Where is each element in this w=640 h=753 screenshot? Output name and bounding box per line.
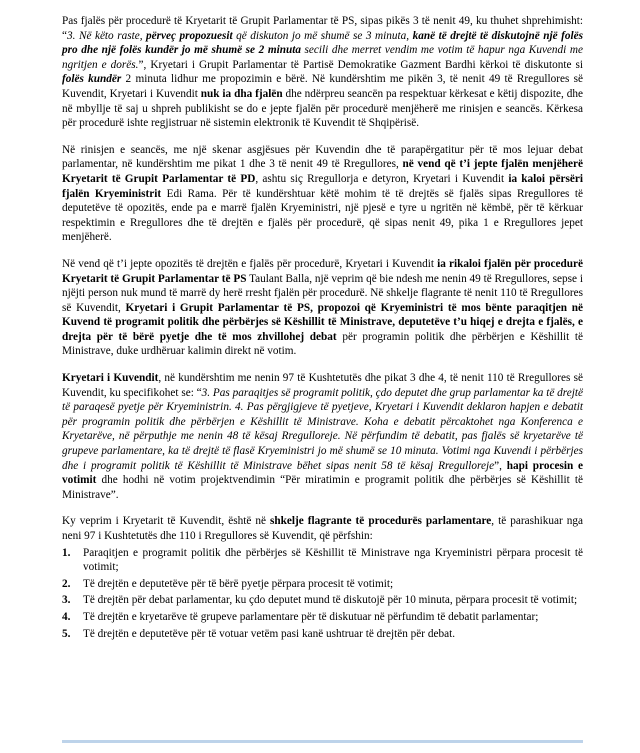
text-run: 3. Në këto raste,: [67, 29, 147, 42]
text-run: në vend që t’i jepte fjalën menjëherë Kryetarit të Grupit Parlamentar të PD: [62, 158, 583, 185]
text-run: shkelje flagrante të procedurës parlamentare: [270, 515, 492, 528]
text-run: për programin politik dhe përbërjen e Këshillit të Ministrave, duke urdhëruar kalimin direkt në votim.: [62, 330, 583, 358]
text-run: nuk ia dha fjalën: [200, 87, 283, 100]
text-run: , në kundërshtim me nenin 97 të Kushtetutës dhe pikat 3 dhe 4, të nenit 110 të Rregullores së Kuvendit, ku specifikohet se: “: [62, 372, 583, 399]
list-item-text: Të drejtën e kryetarëve të grupeve parlamentare për të diskutuar në përfundim të debatit parlamentar;: [83, 610, 539, 623]
paragraph-5: [62, 514, 583, 543]
paragraph-1: [62, 14, 583, 131]
list-item: [62, 610, 583, 625]
list-item-number: 1.: [62, 546, 71, 559]
list-item: [62, 577, 583, 592]
paragraph-4: [62, 371, 583, 502]
list-item: [62, 593, 583, 608]
text-run: që diskuton jo më shumë se 3 minuta,: [232, 29, 413, 42]
list-item-number: 2.: [62, 577, 71, 590]
text-run: Pas fjalës për procedurë të Kryetarit të Grupit Parlamentar të PS, sipas pikës 3 të nenit 49, ku thuhet shprehimisht: “: [62, 15, 583, 42]
text-run: Kryetari i Grupit Parlamentar të PS, propozoi që Kryeministri të mos bënte paraqitjen në Kuvend të programit politik dhe përbërjes së Këshillit të Ministrave, deputetëve t’u hiqej e drejta e fjalës, e drejta për të bërë pyetje dhe të mos zhvillohej debat: [62, 301, 583, 343]
text-run: Taulant Balla, një veprim që bie ndesh me nenin 49 të Rregullores, sepse i njëjti person nuk mund të marrë dy herë rresht fjalën për procedurë. Në shkelje flagrante të nenit 110 të Rregullores së Kuvendit,: [62, 272, 583, 314]
list-item: [62, 546, 583, 575]
text-run: Kryetari i Kuvendit: [62, 372, 159, 385]
text-run: ”, Kryetari i Grupit Parlamentar të Partisë Demokratike Gazment Bardhi kërkoi të diskutonte si: [138, 58, 583, 71]
text-run: Edi Rama. Për të kundërshtuar këtë mohim të të drejtës së fjalës sipas Rregullores të deputetëve të opozitës, ende pa e marrë fjalën Kryeministri, një pjesë e tyre u ngritën në këmbë, për të kërkuar respektimin e Rregullores dhe të drejtën e fjalës për procedurë, që sipas nenit 49, pika 1 e Rregullores jepet menjëherë.: [62, 187, 583, 244]
text-run: Në vend që t’i jepte opozitës të drejtën e fjalës për procedurë, Kryetari i Kuvendit: [62, 257, 438, 270]
violations-list: [62, 546, 583, 642]
text-run: ”,: [494, 459, 507, 472]
list-item-text: Të drejtën e deputetëve për të bërë pyetje përpara procesit të votimit;: [83, 577, 394, 590]
list-item-text: Paraqitjen e programit politik dhe përbërjes së Këshillit të Ministrave nga Kryeministri përpara procesit të votimit;: [83, 546, 583, 574]
text-run: dhe ndërpreu seancën pa respektuar kërkesat e këtij dispozite, dhe në mbyllje të saj u shpreh publikisht se do e jepte fjalën për procedurë menjëherë me rinisjen e seancës. Kërkesa për procedurë ishte regjistruar në sistemin elektronik të Kuvendit të Shqipërisë.: [62, 87, 583, 130]
text-run: kanë të drejtë të diskutojnë një folës pro dhe një folës kundër jo më shumë se 2 minuta: [62, 29, 584, 57]
list-item-number: 4.: [62, 610, 71, 623]
text-run: 3. Pas paraqitjes së programit politik, çdo deputet dhe grup parlamentar ka të drejtë të paraqesë pyetje për Kryeministrin. 4. Pas përgjigjeve të pyetjeve, Kryetari i Kuvendit deklaron hapjen e debatit për programin politik dhe përbërjen e Këshillit të Ministrave. Koha e debatit përcaktohet nga Konferenca e Kryetarëve, në përputhje me nenin 48 të kësaj Rregulloreje. Në përfundim të debatit, pas fjalës së kryetarëve të grupeve parlamentare, ka të drejtë të flasë Kryeministri jo më shumë se 10 minuta. Votimi nga Kuvendi i përbërjes dhe i programit politik të Këshillit të Ministrave bëhet sipas nenit 58 të kësaj Rregulloreje: [62, 386, 584, 472]
paragraph-2: [62, 143, 583, 245]
paragraph-3: [62, 257, 583, 359]
list-item-number: 5.: [62, 627, 71, 640]
list-item-number: 3.: [62, 594, 71, 607]
document-page: [62, 14, 583, 643]
text-run: Në rinisjen e seancës, me një skenar asgjësues për Kuvendin dhe të parapërgatitur për të mos lejuar debat parlamentar, në kundërshtim me pikat 1 dhe 3 të nenit 49 të Rregullores,: [62, 143, 583, 171]
text-run: , ashtu siç Rregullorja e detyron, Kryetari i Kuvendit: [255, 172, 509, 185]
page-footer-rule: [62, 740, 583, 743]
text-run: , të parashikuar nga neni 97 i Kushtetutës dhe 110 i Rregullores së Kuvendit, që përfshin:: [62, 515, 583, 542]
text-run: Ky veprim i Kryetarit të Kuvendit, është në: [62, 515, 271, 528]
text-run: ia kaloi përsëri fjalën Kryeministrit: [62, 172, 584, 200]
list-item-text: Të drejtën e deputetëve për të votuar vetëm pasi kanë ushtruar të drejtën për debat.: [83, 627, 456, 640]
text-run: 2 minuta lidhur me propozimin e bërë. Në kundërshtim me pikën 3, të nenit 49 të Rregullores së Kuvendit, Kryetari i Kuvendit: [62, 73, 583, 100]
list-item: [62, 627, 583, 642]
text-run: secili dhe merret vendim me votim të hapur nga Kuvendi me ngritjen e dorës.: [62, 44, 583, 71]
list-item-text: Të drejtën për debat parlamentar, ku çdo deputet mund të diskutojë për 10 minuta, përpara procesit të votimit;: [83, 594, 578, 607]
text-run: përveç propozuesit: [146, 29, 233, 42]
text-run: ia rikaloi fjalën për procedurë Kryetarit të Grupit Parlamentar të PS: [62, 257, 583, 285]
text-run: dhe hodhi në votim projektvendimin “Për miratimin e programit politik dhe përbërjes së Këshillit të Ministrave”.: [62, 474, 583, 501]
text-run: folës kundër: [62, 73, 122, 86]
text-run: hapi procesin e votimit: [62, 459, 583, 487]
